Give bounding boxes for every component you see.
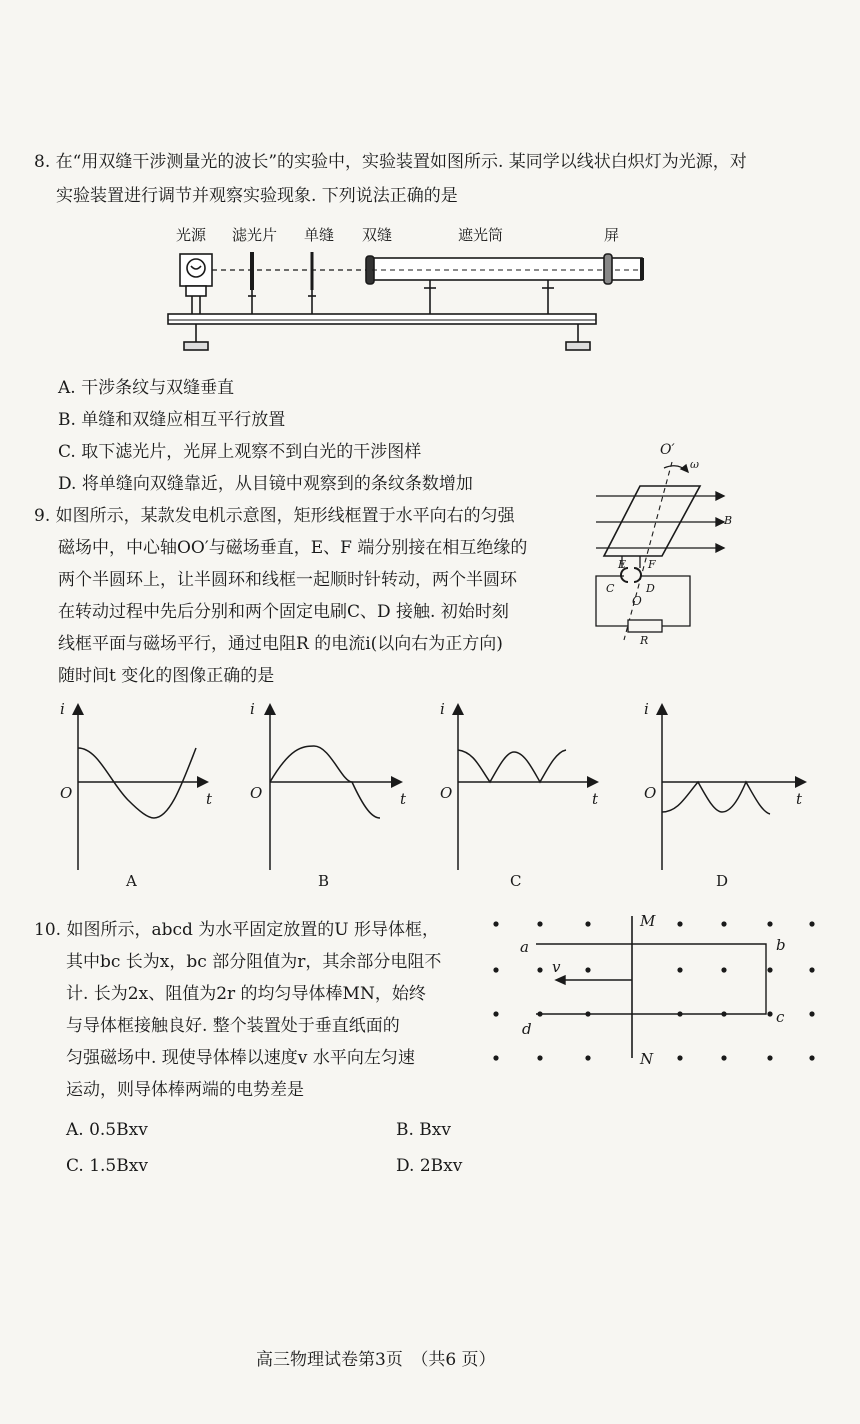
field-dot [537,1055,542,1060]
q10-stem-line1: 10. 如图所示，abcd 为水平固定放置的U 形导体框， [34,920,439,940]
q8-option-d: D. 将单缝向双缝靠近，从目镜中观察到的条纹条数增加 [58,474,473,494]
label-d-frame: d [522,1020,532,1038]
graph-a-label: A [126,872,137,890]
label-r: R [640,634,649,647]
graph-b-label: B [318,872,330,890]
field-dot [767,921,772,926]
graph-a-axis-o: O [60,784,73,802]
q9-stem-line2: 磁场中，中心轴OO′与磁场垂直，E、F 端分别接在相互绝缘的 [58,538,528,558]
q9-stem-line5: 线框平面与磁场平行，通过电阻R 的电流i(以向右为正方向) [58,634,503,654]
field-dot [809,967,814,972]
q10-stem-line4: 与导体框接触良好. 整个装置处于垂直纸面的 [66,1016,400,1036]
q10-stem-line3: 计. 长为2x、阻值为2r 的均匀导体棒MN，始终 [66,984,426,1004]
field-dot [493,921,498,926]
field-dot [493,1011,498,1016]
field-dot [721,1055,726,1060]
q9-stem-line3: 两个半圆环上，让半圆环和线框一起顺时针转动，两个半圆环 [58,570,517,590]
label-filter: 滤光片 [232,226,278,244]
label-tube: 遮光筒 [458,226,504,244]
graph-b-axis-i: i [250,700,255,718]
graph-d-axis-o: O [644,784,657,802]
field-dot [585,921,590,926]
q10-option-a: A. 0.5Bxv [66,1120,148,1140]
label-d: D [646,582,655,595]
page-footer: 高三物理试卷第3页 （共6 页） [256,1350,496,1370]
q8-stem-line1: 8. 在“用双缝干涉测量光的波长”的实验中，实验装置如图所示. 某同学以线状白炽灯为光源，对 [34,152,747,172]
label-e: E [618,558,627,571]
field-dot [493,967,498,972]
graph-a-axis-t: t [206,790,213,808]
q9-stem-line1: 9. 如图所示，某款发电机示意图，矩形线框置于水平向右的匀强 [34,506,515,526]
q10-stem-line6: 运动，则导体棒两端的电势差是 [66,1080,304,1100]
graph-c-axis-t: t [592,790,599,808]
q8-option-c: C. 取下滤光片，光屏上观察不到白光的干涉图样 [58,442,422,462]
label-f: F [648,558,656,571]
graph-d-axis-t: t [796,790,803,808]
field-dot [721,921,726,926]
field-dot [677,1055,682,1060]
q10-stem-line5: 匀强磁场中. 现使导体棒以速度v 水平向左匀速 [66,1048,415,1068]
field-dot [767,1055,772,1060]
label-c: C [606,582,615,595]
graph-c-label: C [510,872,522,890]
graph-c-axis-i: i [440,700,445,718]
label-c-frame: c [776,1008,785,1026]
graph-b-axis-t: t [400,790,407,808]
q8-stem-line2: 实验装置进行调节并观察实验现象. 下列说法正确的是 [56,186,458,206]
field-dot [767,1011,772,1016]
field-dot [537,967,542,972]
graph-a-axis-i: i [60,700,65,718]
field-dot [585,967,590,972]
field-dot [493,1055,498,1060]
q8-option-b: B. 单缝和双缝应相互平行放置 [58,410,286,430]
label-o: O [632,594,642,608]
graph-d-axis-i: i [644,700,649,718]
label-light-source: 光源 [176,226,207,244]
field-dot [809,921,814,926]
field-dot [809,1011,814,1016]
label-double-slit: 双缝 [362,226,393,244]
label-screen: 屏 [604,226,620,244]
field-dot [585,1055,590,1060]
field-dot [809,1055,814,1060]
q8-option-a: A. 干涉条纹与双缝垂直 [58,378,235,398]
field-dot [537,921,542,926]
q10-option-b: B. Bxv [396,1120,451,1140]
label-v: v [552,958,561,976]
q9-stem-line6: 随时间t 变化的图像正确的是 [58,666,275,686]
label-single-slit: 单缝 [304,226,335,244]
field-dot [721,967,726,972]
q10-option-c: C. 1.5Bxv [66,1156,148,1176]
q9-stem-line4: 在转动过程中先后分别和两个固定电刷C、D 接触. 初始时刻 [58,602,509,622]
q10-stem-line2: 其中bc 长为x，bc 部分阻值为r，其余部分电阻不 [66,952,442,972]
field-dot [677,967,682,972]
q10-option-d: D. 2Bxv [396,1156,463,1176]
label-omega: ω [690,458,699,471]
graph-c-axis-o: O [440,784,453,802]
label-o-prime: O′ [660,442,675,458]
field-dot [677,921,682,926]
label-b: b [776,936,786,954]
label-b-field: B [724,514,733,527]
label-n: N [640,1050,654,1068]
label-m: M [640,912,656,930]
graph-d-label: D [716,872,729,890]
field-dot [767,967,772,972]
graph-b-axis-o: O [250,784,263,802]
label-a: a [520,938,529,956]
